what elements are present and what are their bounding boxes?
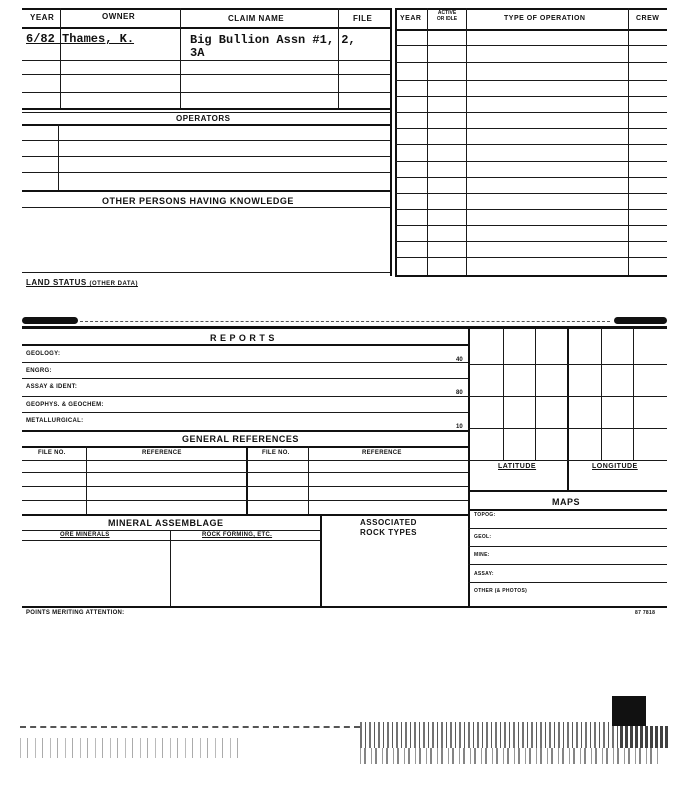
general-references-title: GENERAL REFERENCES	[182, 434, 299, 444]
ref-reference-header-2: REFERENCE	[362, 450, 402, 456]
associated-rock-types-line2: ROCK TYPES	[360, 528, 418, 537]
land-status-label	[26, 278, 138, 287]
ore-minerals-header: ORE MINERALS	[60, 532, 110, 538]
owner-entry: 6/82 Thames, K.	[26, 32, 135, 46]
land-status-suffix: (OTHER DATA)	[89, 281, 138, 287]
claim-name-header: CLAIM NAME	[228, 14, 285, 23]
maps-topog: TOPOG:	[474, 512, 496, 518]
active-idle-line2: OR IDLE	[436, 16, 458, 22]
reports-title: R E P O R T S	[210, 333, 275, 343]
active-idle-line1: ACTIVE	[437, 10, 457, 16]
land-status-title: LAND STATUS	[26, 278, 87, 287]
report-engineering: ENGRG:	[26, 368, 52, 374]
scan-smudge-left	[22, 317, 78, 324]
scan-smudge-right	[614, 317, 667, 324]
ref-reference-header: REFERENCE	[142, 450, 182, 456]
maps-mine: MINE:	[474, 552, 490, 558]
year-header: YEAR	[30, 13, 55, 22]
knowledge-title: OTHER PERSONS HAVING KNOWLEDGE	[102, 196, 294, 206]
maps-assay: ASSAY:	[474, 571, 494, 577]
latitude-label: LATITUDE	[498, 463, 537, 470]
report-metallurgical-num: 10	[456, 424, 463, 430]
report-geophysics: GEOPHYS. & GEOCHEM:	[26, 402, 104, 408]
report-geology: GEOLOGY:	[26, 351, 61, 357]
scan-noise-strip	[20, 722, 668, 772]
points-meriting-attention: POINTS MERITING ATTENTION:	[26, 610, 125, 616]
ref-file-no-header: FILE NO.	[38, 450, 66, 456]
mineral-assemblage-title: MINERAL ASSEMBLAGE	[108, 518, 224, 528]
active-idle-header	[430, 10, 464, 22]
claim-name-entry-line2: 3A	[190, 46, 205, 60]
owner-header: OWNER	[102, 12, 136, 21]
claim-name-entry: Big Bullion Assn #1, 2,	[190, 33, 356, 47]
report-assay-num: 80	[456, 390, 463, 396]
file-header: FILE	[353, 14, 373, 23]
longitude-label: LONGITUDE	[592, 463, 638, 470]
associated-rock-types-line1: ASSOCIATED	[360, 518, 417, 527]
report-metallurgical: METALLURGICAL:	[26, 418, 84, 424]
year-header-right: YEAR	[400, 15, 422, 22]
operators-title: OPERATORS	[176, 114, 231, 123]
report-geology-num: 40	[456, 357, 463, 363]
report-assay: ASSAY & IDENT:	[26, 384, 78, 390]
maps-geol: GEOL:	[474, 534, 492, 540]
rock-forming-header: ROCK FORMING, ETC.	[202, 532, 273, 538]
maps-title: MAPS	[552, 497, 581, 507]
maps-other: OTHER (& PHOTOS)	[474, 588, 528, 594]
ref-file-no-header-2: FILE NO.	[262, 450, 290, 456]
crew-header: CREW	[636, 15, 660, 22]
form-code: 87 7818	[635, 610, 656, 616]
type-of-operation-header: TYPE OF OPERATION	[504, 15, 586, 22]
